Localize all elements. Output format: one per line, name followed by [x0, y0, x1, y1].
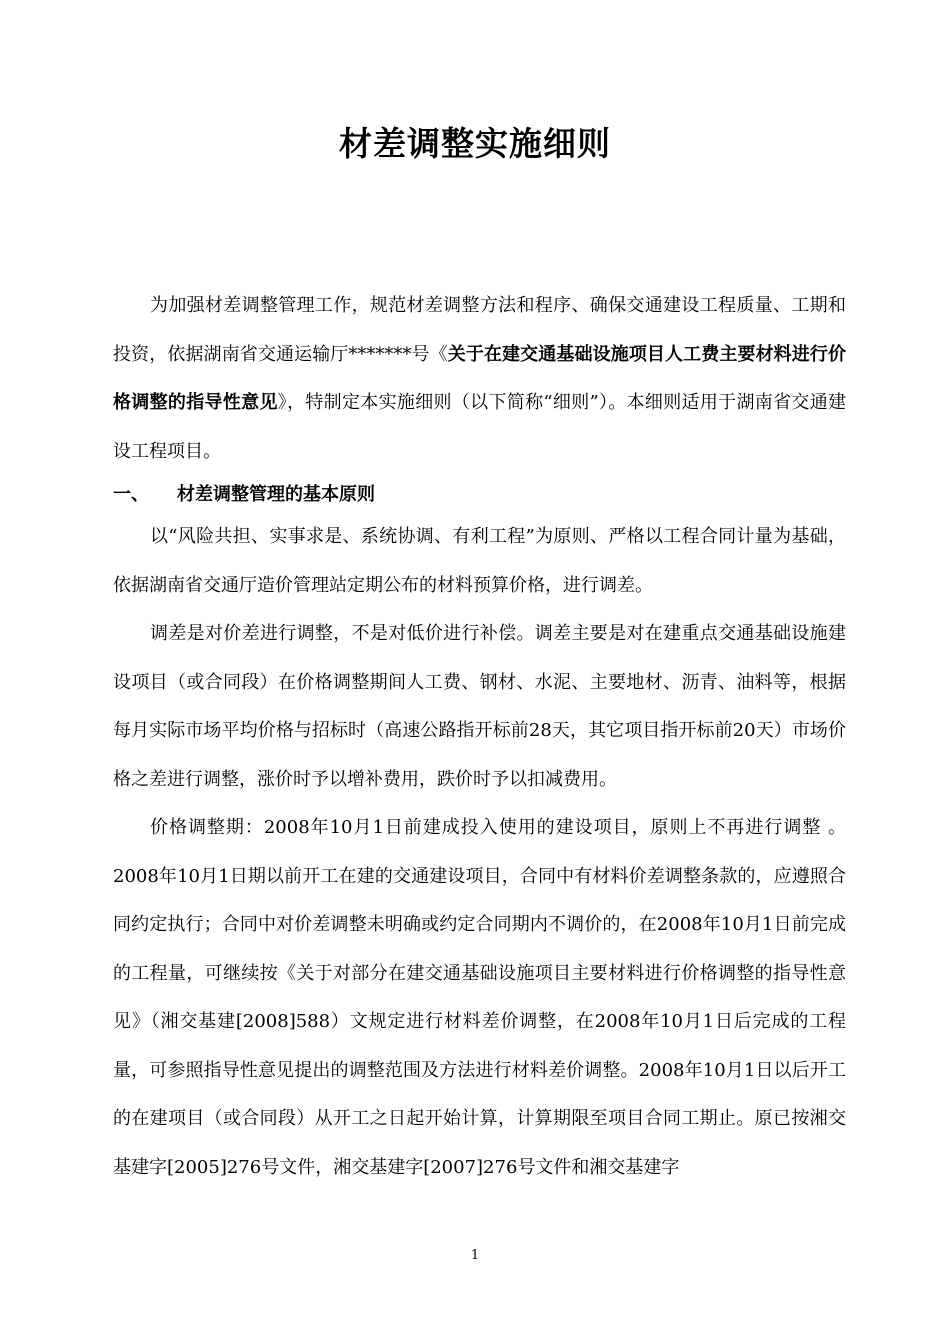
body-paragraph: 调差是对价差进行调整，不是对低价进行补偿。调差主要是对在建重点交通基础设施建设项目（或合同段）在价格调整期间人工费、钢材、水泥、主要地材、沥青、油料等，根据每月实际市场平均价格与招标时（高速公路指开标前28天，其它项目指开标前20天）市场价格之差进行调整，涨价时予以增补费用，跌价时予以扣减费用。: [113, 623, 846, 790]
intro-text-3: 》，特制定本实施细则（以下简称“细则”）。本细则适用于湖南省交通建设工程项目。: [113, 392, 846, 462]
intro-document-title: 关于在建交通基础设施项目人工费主要材料进行价格调整的指导性意见: [113, 343, 847, 413]
section-number: 一、: [113, 484, 149, 505]
body-paragraph: 以“风险共担、实事求是、系统协调、有利工程”为原则、严格以工程合同计量为基础，依据湖南省交通厅造价管理站定期公布的材料预算价格，进行调差。: [113, 526, 846, 596]
section-title: 材差调整管理的基本原则: [177, 484, 375, 505]
body-paragraph: 价格调整期：2008年10月1日前建成投入使用的建设项目，原则上不再进行调整 。2008年10月1日期以前开工在建的交通建设项目，合同中有材料价差调整条款的，应遵照合同约定执行；合同中对价差调整未明确或约定合同期内不调价的，在2008年10月1日前完成的工程量，可继续按《关于对部分在建交通基础设施项目主要材料进行价格调整的指导性意见》（湘交基建[2008]588）文规定进行材料差价调整，在2008年10月1日后完成的工程量，可参照指导性意见提出的调整范围及方法进行材料差价调整。2008年10月1日以后开工的在建项目（或合同段）从开工之日起开始计算，计算期限至项目合同工期止。原已按湘交基建字[2005]276号文件，湘交基建字[2007]276号文件和湘交基建字: [113, 817, 846, 1178]
section-heading: [113, 476, 846, 513]
intro-text-1: 为加强材差调整管理工作，规范材差调整方法和程序、确保交通建设工程质量、工期和投资，依据湖南省交通运输厅*******号《: [113, 295, 846, 365]
page-number: 1: [470, 1248, 480, 1263]
document-body: [113, 282, 846, 1192]
document-title: 材差调整实施细则: [339, 124, 611, 163]
intro-paragraph: [113, 282, 846, 476]
